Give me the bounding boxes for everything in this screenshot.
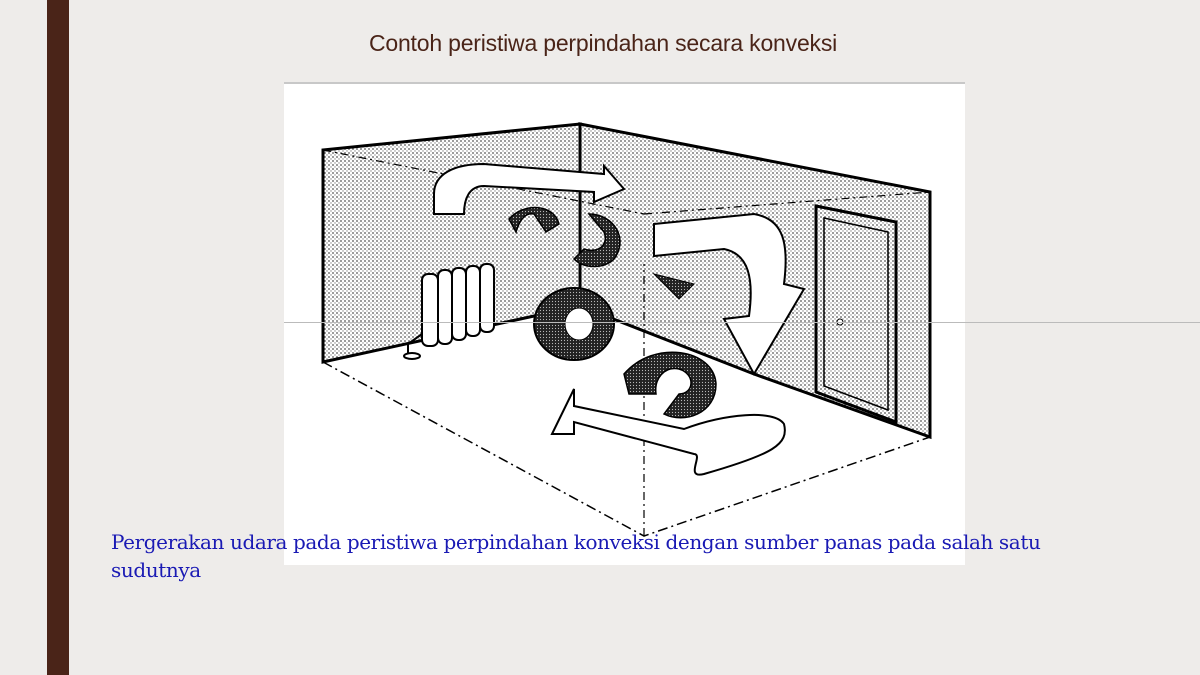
- slide-title-text: Contoh peristiwa perpindahan secara konveksi: [368, 30, 838, 56]
- swirl-arrow-3: [624, 352, 716, 418]
- door: [816, 206, 896, 422]
- slide-caption: Pergerakan udara pada peristiwa perpindahan konveksi dengan sumber panas pada salah satu sudutnya: [111, 530, 1041, 582]
- room-convection-illustration-icon: [284, 84, 965, 565]
- convection-room-figure: [284, 82, 965, 565]
- slide-title: [0, 30, 1200, 57]
- slide-accent-bar: [47, 0, 69, 675]
- air-arrow-bottom: [552, 389, 785, 475]
- divider-line: [284, 322, 1200, 323]
